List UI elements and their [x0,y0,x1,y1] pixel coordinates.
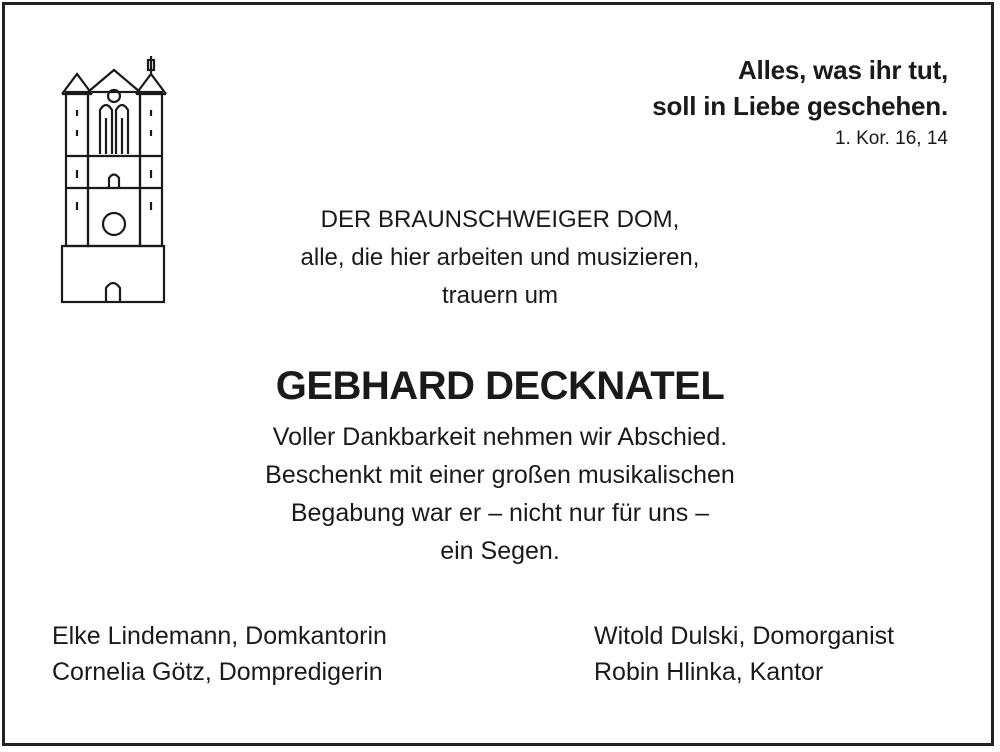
intro-line: DER BRAUNSCHWEIGER DOM, [320,206,680,233]
intro-text [0,201,1000,315]
intro-line: trauern um [441,282,559,309]
verse-line: soll in Liebe geschehen. [652,91,948,121]
signatory: Elke Lindemann, Domkantorin [52,622,387,650]
verse-reference: 1. Kor. 16, 14 [834,128,948,149]
signatory: Witold Dulski, Domorganist [594,622,895,650]
tribute-text [0,418,1000,570]
tribute-line: Begabung war er – nicht nur für uns – [290,499,710,527]
signatory: Robin Hlinka, Kantor [594,658,824,686]
verse-line: Alles, was ihr tut, [737,55,948,85]
tribute-line: Beschenkt mit einer großen musikalischen [265,461,735,489]
deceased-name: GEBHARD DECKNATEL [275,364,725,408]
tribute-line: ein Segen. [440,537,560,565]
signatories-left [52,618,387,690]
signatory: Cornelia Götz, Dompredigerin [52,658,383,686]
bible-verse [652,52,948,152]
tribute-line: Voller Dankbarkeit nehmen wir Abschied. [272,423,728,451]
signatories-right [594,618,894,690]
intro-line: alle, die hier arbeiten und musizieren, [300,244,700,271]
